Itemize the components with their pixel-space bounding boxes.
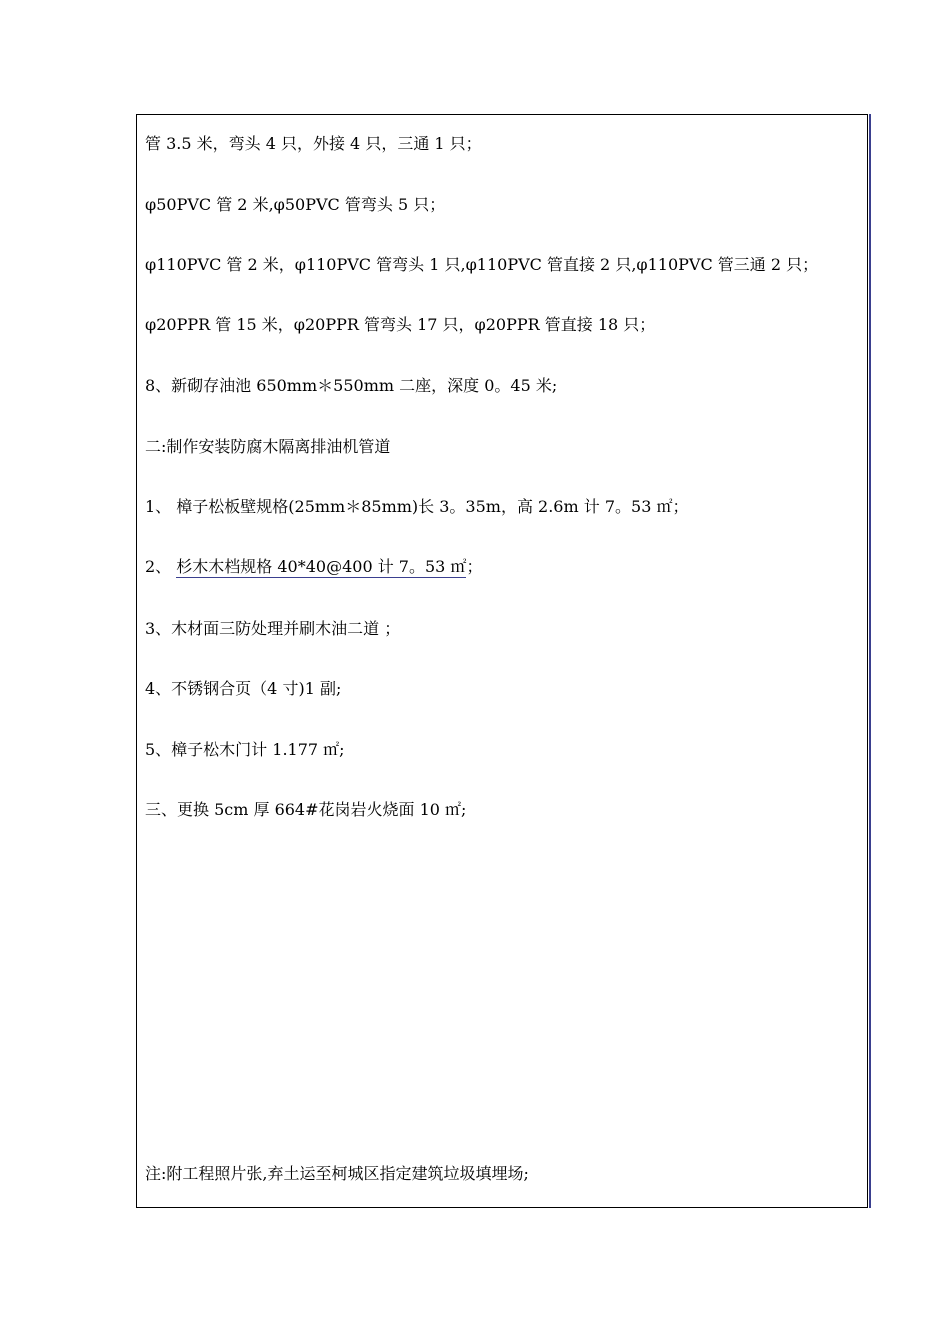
line-item-5: 5、樟子松木门计 1.177 ㎡;	[145, 740, 345, 759]
line-pipe-summary: 管 3.5 米，弯头 4 只，外接 4 只，三通 1 只；	[145, 134, 482, 153]
line-item-2-prefix: 2、	[145, 557, 177, 576]
line-item-2-suffix: ；	[466, 557, 483, 576]
line-item-2	[145, 557, 482, 577]
section-heading-3: 三、更换 5cm 厚 664#花岗岩火烧面 10 ㎡;	[145, 800, 467, 819]
line-oil-pit: 8、新砌存油池 650mm＊550mm 二座，深度 0。45 米;	[145, 376, 558, 395]
line-item-2-underlined: 杉木木档规格 40*40@400 计 7。53 ㎡	[176, 557, 467, 576]
line-ppr20: φ20PPR 管 15 米，φ20PPR 管弯头 17 只，φ20PPR 管直接 18 只；	[145, 315, 656, 334]
document-frame	[136, 114, 868, 1208]
frame-edge-accent	[869, 114, 871, 1208]
note-line: 注:附工程照片张,弃土运至柯城区指定建筑垃圾填埋场;	[145, 1164, 529, 1183]
line-pvc110: φ110PVC 管 2 米，φ110PVC 管弯头 1 只,φ110PVC 管直接 2 只,φ110PVC 管三通 2 只；	[145, 255, 819, 274]
line-item-4: 4、不锈钢合页（4 寸)1 副;	[145, 679, 342, 698]
line-item-3: 3、木材面三防处理并刷木油二道 ；	[145, 619, 401, 638]
line-pvc50: φ50PVC 管 2 米,φ50PVC 管弯头 5 只；	[145, 195, 446, 214]
line-item-1: 1、 樟子松板壁规格(25mm＊85mm)长 3。35m，高 2.6m 计 7。53 ㎡；	[145, 497, 689, 516]
section-heading-2: 二:制作安装防腐木隔离排油机管道	[145, 437, 391, 456]
